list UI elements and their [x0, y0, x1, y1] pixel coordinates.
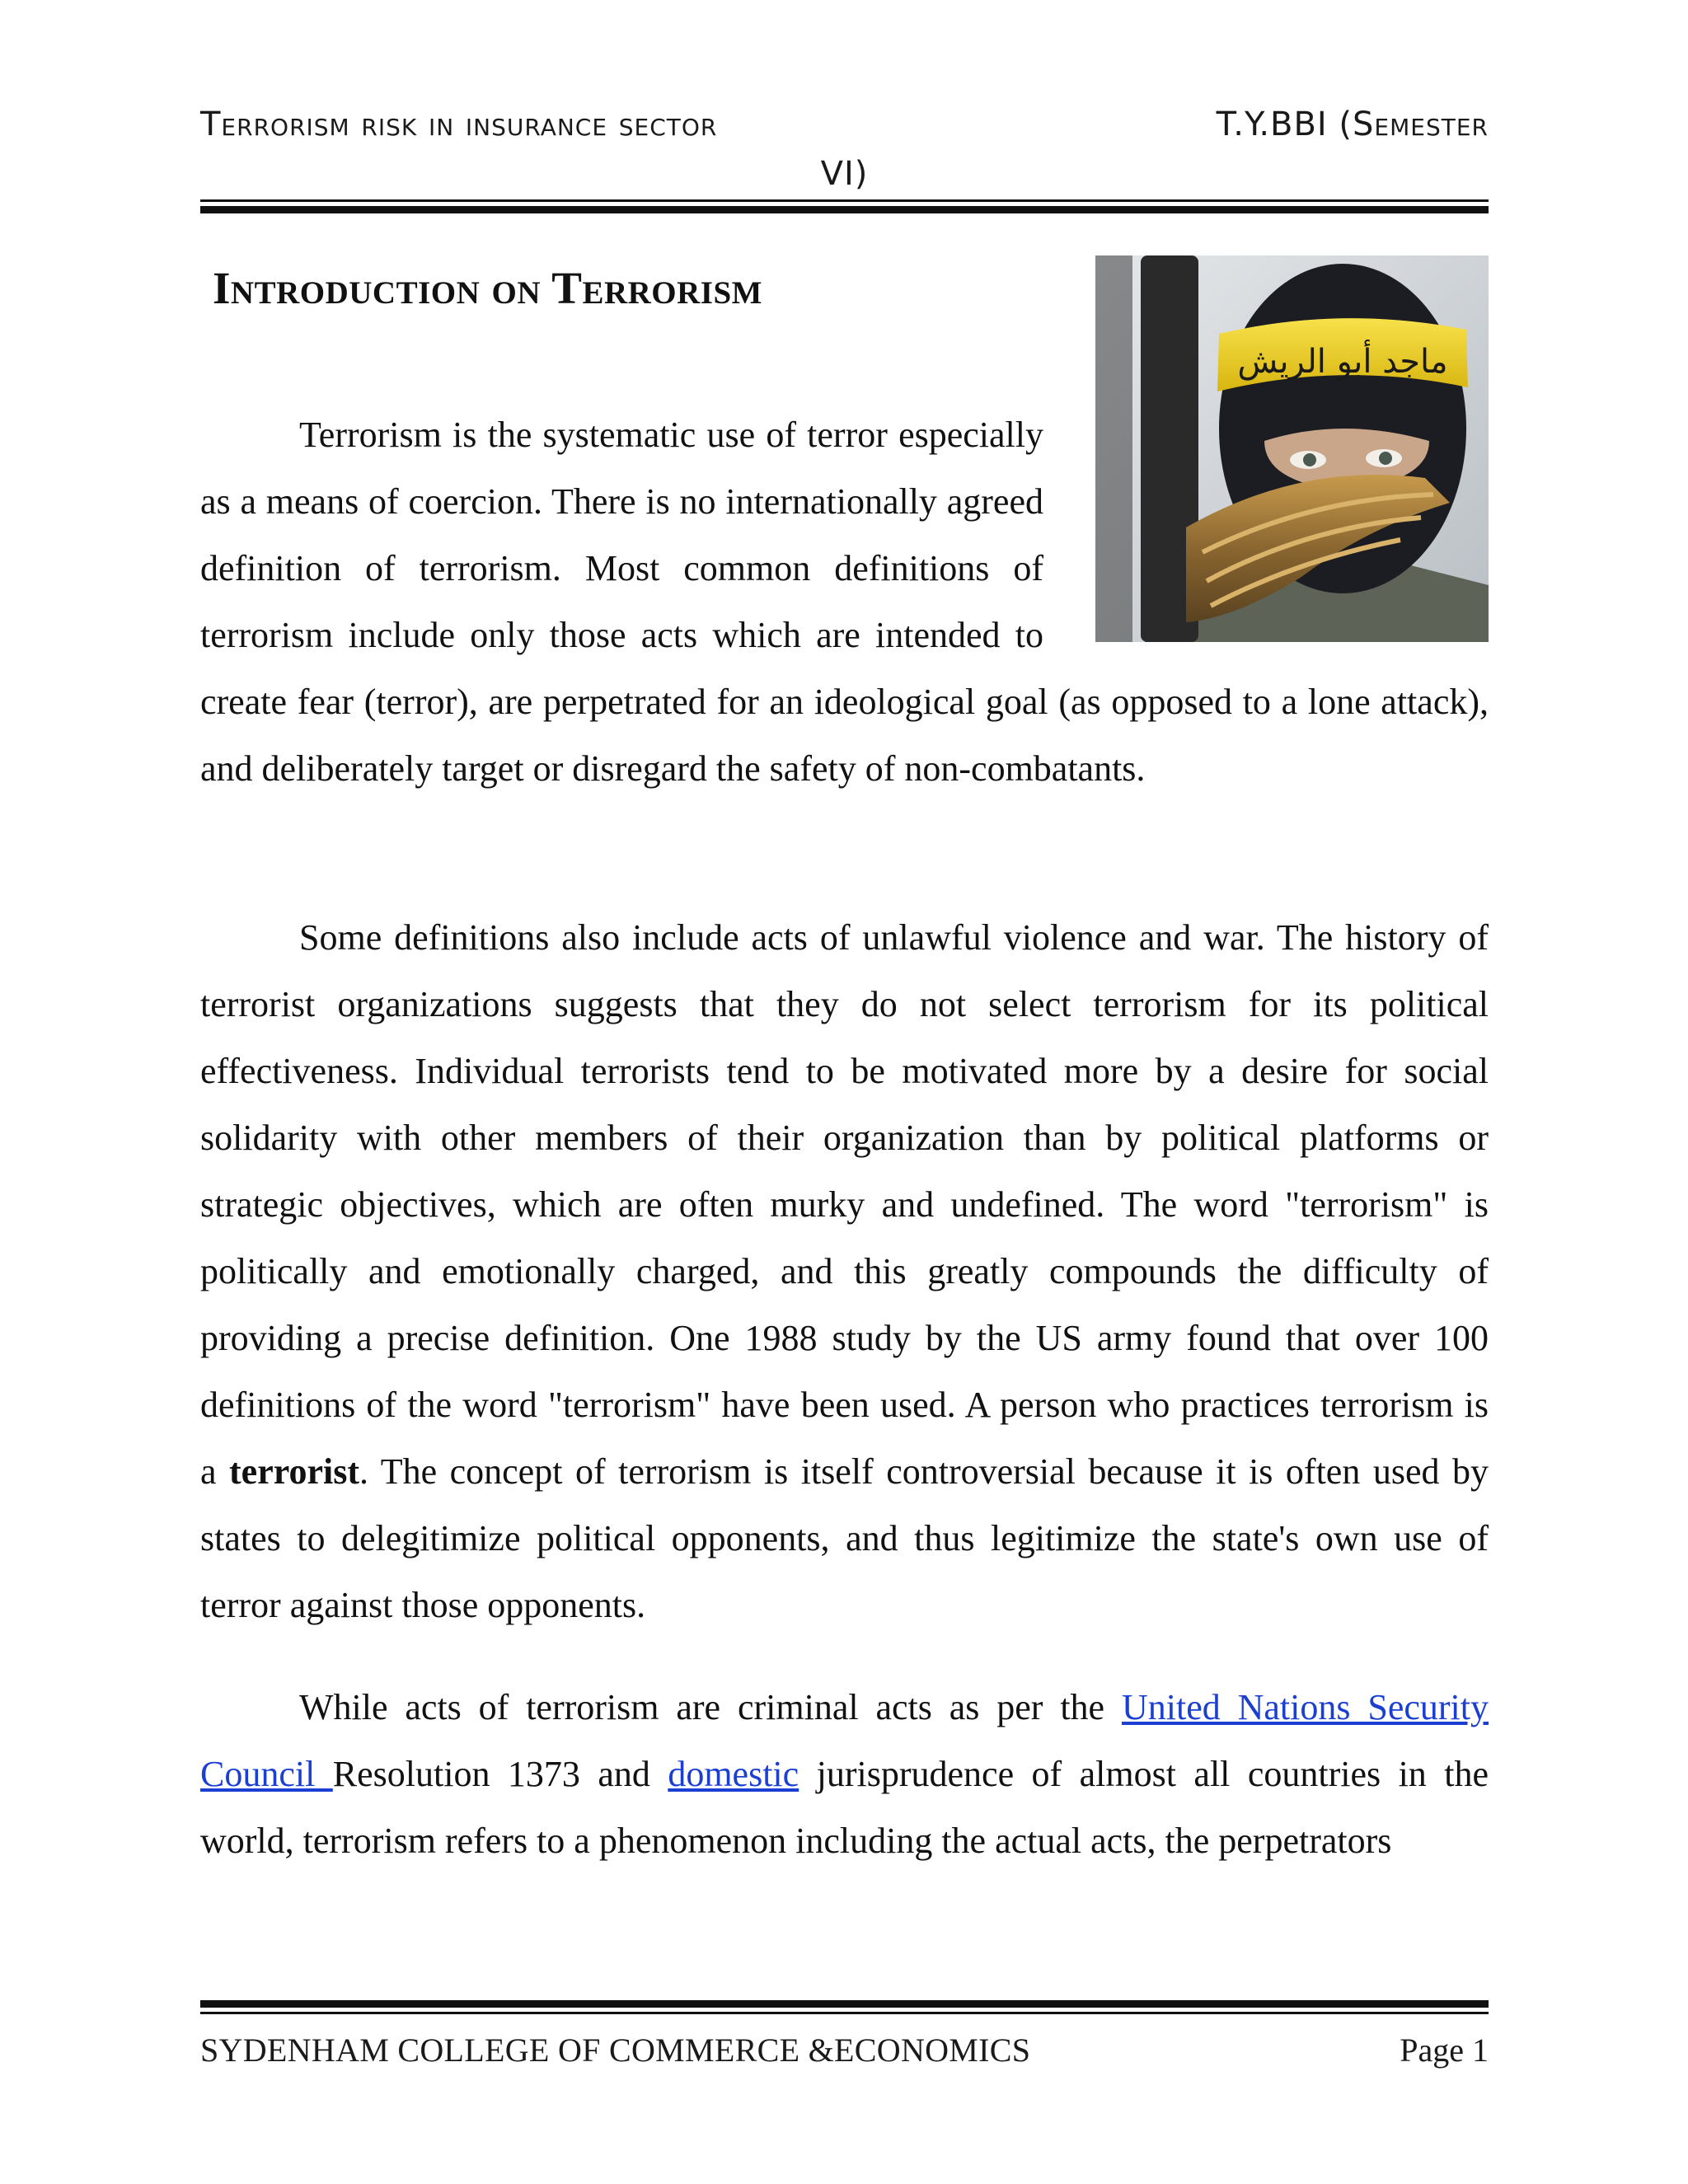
footer-rule-thick [200, 2000, 1489, 2008]
paragraph-criminal-acts [200, 1674, 1489, 1874]
paragraph-definitions-text-end: . The concept of terrorism is itself controversial because it is often used by states to delegitimize political opponents, and thus legitimize the state's own use of terror against those opponents. [200, 1451, 1489, 1625]
header-course-continuation: VI) [820, 155, 869, 193]
header-title: Terrorism risk in insurance sector [200, 105, 718, 143]
paragraph-definitions [200, 904, 1489, 1638]
link-domestic[interactable]: domestic [668, 1754, 799, 1794]
headband-text: ماجد أبو الريش [1237, 343, 1448, 381]
section-title: Introduction on Terrorism [213, 263, 762, 313]
link-un-security-council[interactable]: United Nations Security Council [200, 1687, 1489, 1794]
paragraph-criminal-acts-text-3: jurisprudence of almost all countries in the world, terrorism refers to a phenomenon including the actual acts, the perpetrators [200, 1754, 1489, 1861]
header-rule-thick [200, 206, 1489, 213]
footer-rule-thin [200, 2012, 1489, 2014]
footer-page-number: Page 1 [1400, 2032, 1489, 2069]
paragraph-criminal-acts-text-2: Resolution 1373 and [332, 1754, 668, 1794]
term-terrorist: terrorist [229, 1451, 360, 1492]
paragraph-intro [200, 401, 1489, 802]
page-header [200, 105, 1489, 193]
paragraph-criminal-acts-text: While acts of terrorism are criminal acts as per the [299, 1687, 1122, 1727]
paragraph-intro-text: Terrorism is the systematic use of terror especially as a means of coercion. There is no internationally agreed definition of terrorism. Most common definitions of terrorism include only those acts which are intended to create fear (terror), are perpetrated for an ideological goal (as opposed to a lone attack), and deliberately target or disregard the safety of non-combatants. [200, 415, 1489, 789]
header-course: T.Y.BBI (Semester [1216, 105, 1489, 143]
header-rule-thin [200, 199, 1489, 202]
paragraph-definitions-text: Some definitions also include acts of unlawful violence and war. The history of terrorist organizations suggests that they do not select terrorism for its political effectiveness. Individual terrorists tend to be motivated more by a desire for social solidarity with other members of their organization than by political platforms or strategic objectives, which are often murky and undefined. The word "terrorism" is politically and emotionally charged, and this greatly compounds the difficulty of providing a precise definition. One 1988 study by the US army found that over 100 definitions of the word "terrorism" have been used. A person who practices terrorism is a [200, 917, 1489, 1492]
footer-college: SYDENHAM COLLEGE OF COMMERCE &ECONOMICS [200, 2032, 1031, 2069]
